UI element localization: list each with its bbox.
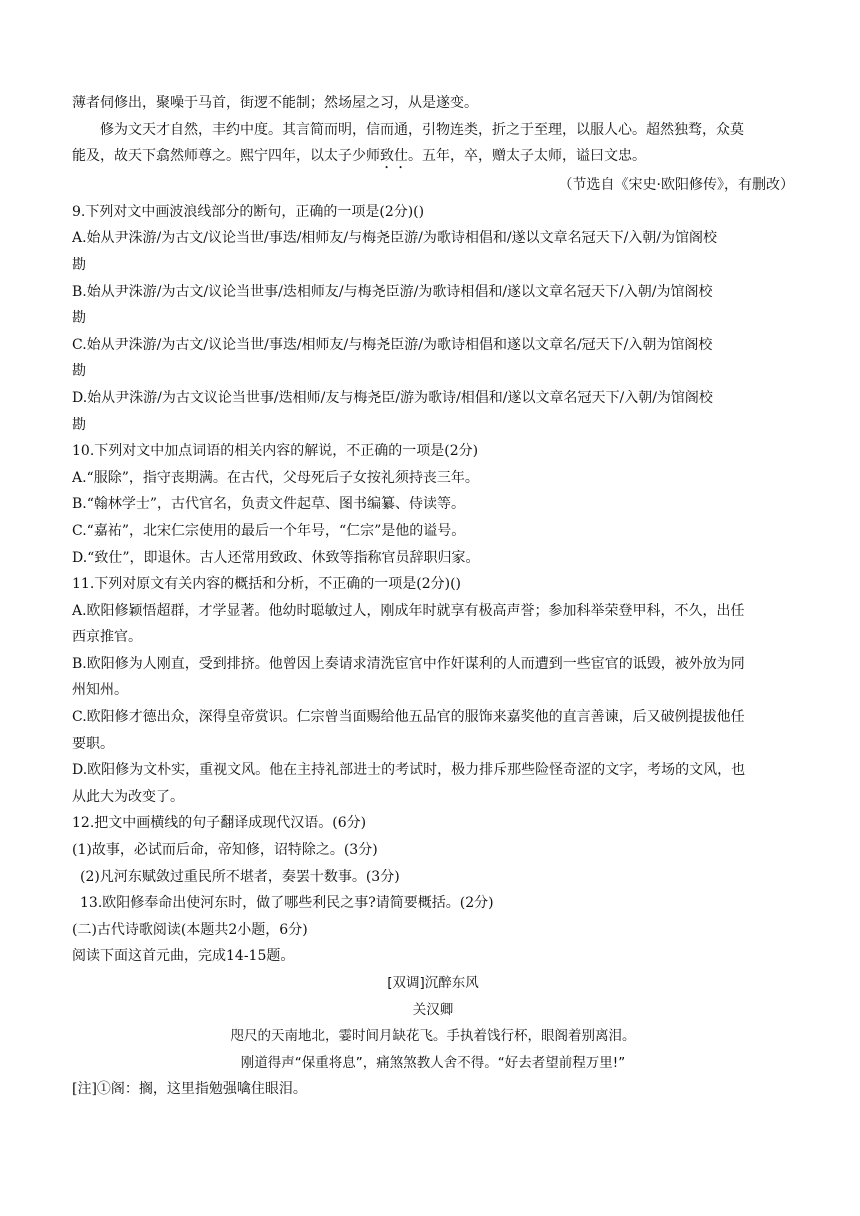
emphasized-term: 致仕	[380, 148, 408, 165]
passage-line: 薄者伺修出，聚噪于马首，街逻不能制；然场屋之习，从是遂变。	[72, 95, 478, 111]
option-d-cont: 从此大为改变了。	[72, 788, 184, 805]
option-c: C.“嘉祐”，北宋仁宗使用的最后一个年号，“仁宗”是他的谥号。	[72, 522, 466, 539]
option-d: D.“致仕”，即退休。古人还常用致政、休致等指称官员辞职归家。	[72, 549, 480, 566]
question-11-stem: 11.下列对原文有关内容的概括和分析，不正确的一项是(2分)()	[72, 576, 462, 593]
poem-line: 咫尺的天南地北，霎时间月缺花飞。手执着饯行杯，眼阁着别离泪。	[230, 1028, 636, 1045]
poem-title: [双调]沉醉东风	[387, 975, 479, 991]
option-b: B.始从尹洙游/为古文/议论当世事/迭相师友/与梅尧臣游/为歌诗相倡和/遂以文章名冠天下/入朝/为馆阁校	[72, 283, 713, 300]
option-a: A.始从尹洙游/为古文/议论当世/事迭/相师友/与梅尧臣游/为歌诗相倡和/遂以文章名冠天下/入朝/为馆阁校	[72, 230, 718, 247]
option-b-cont: 州知州。	[72, 682, 128, 699]
document-page	[72, 90, 794, 1103]
passage-line	[72, 143, 794, 172]
question-13-stem: 13.欧阳修奉命出使河东时，做了哪些利民之事?请简要概括。(2分)	[80, 895, 494, 912]
option-d-cont: 勘	[72, 416, 86, 433]
question-12-stem: 12.把文中画横线的句子翻译成现代汉语。(6分)	[72, 815, 367, 832]
option-a: A.欧阳修颖悟超群，才学显著。他幼时聪敏过人，刚成年时就享有极高声誉；参加科举荣登甲科，不久，出任	[72, 602, 745, 619]
passage-text: 能及，故天下翕然师尊之。熙宁四年，以太子少师	[72, 148, 380, 165]
section-instruction: 阅读下面这首元曲，完成14-15题。	[72, 948, 295, 965]
option-a: A.“服除”，指守丧期满。在古代，父母死后子女按礼须持丧三年。	[72, 469, 479, 486]
option-b-cont: 勘	[72, 310, 86, 327]
annotation-note: [注]①阁：搁，这里指勉强噙住眼泪。	[72, 1081, 307, 1098]
option-c-cont: 勘	[72, 363, 86, 380]
section-title: (二)古代诗歌阅读(本题共2小题，6分)	[72, 921, 308, 938]
sub-question-1: (1)故事，必试而后命，帝知修，诏特除之。(3分)	[72, 842, 378, 859]
passage-text: 。五年，卒，赠太子太师，谥曰文忠。	[408, 148, 646, 165]
option-c: C.欧阳修才德出众，深得皇帝赏识。仁宗曾当面赐给他五品官的服饰来嘉奖他的直言善谏，后又破例提拔他任	[72, 709, 745, 726]
question-10-stem: 10.下列对文中加点词语的相关内容的解说，不正确的一项是(2分)	[72, 443, 479, 460]
option-b: B.欧阳修为人刚直，受到排挤。他曾因上奏请求清洗宦官中作奸谋利的人而遭到一些宦官的诋毁，被外放为同	[72, 655, 745, 672]
option-d: D.欧阳修为文朴实，重视文风。他在主持礼部进士的考试时，极力排斥那些险怪奇涩的文字，考场的文风，也	[72, 762, 746, 779]
question-9-stem: 9.下列对文中画波浪线部分的断句，正确的一项是(2分)()	[72, 203, 425, 220]
poem-line: 刚道得声“保重将息”，痛煞煞教人舍不得。“好去者望前程万里!”	[240, 1054, 626, 1071]
option-a-cont: 勘	[72, 256, 86, 273]
sub-question-2: (2)凡河东赋敛过重民所不堪者，奏罢十数事。(3分)	[80, 868, 400, 885]
passage-source: （节选自《宋史·欧阳修传》，有删改）	[558, 177, 794, 194]
passage-paragraph: 修为文天才自然，丰约中度。其言简而明，信而通，引物连类，折之于至理，以服人心。超然独骛，众莫	[100, 121, 744, 138]
option-c-cont: 要职。	[72, 735, 114, 752]
option-a-cont: 西京推官。	[72, 629, 142, 646]
option-b: B.“翰林学士”，古代官名，负责文件起草、图书编纂、侍读等。	[72, 496, 466, 513]
option-c: C.始从尹洙游/为古文/议论当世/事迭/相师友/与梅尧臣游/为歌诗相倡和遂以文章名/冠天下/入朝为馆阁校	[72, 336, 713, 353]
option-d: D.始从尹洙游/为古文议论当世事/迭相师/友与梅尧臣/游为歌诗/相倡和/遂以文章名冠天下/入朝/为馆阁校	[72, 389, 713, 406]
poem-author: 关汉卿	[412, 1001, 454, 1018]
